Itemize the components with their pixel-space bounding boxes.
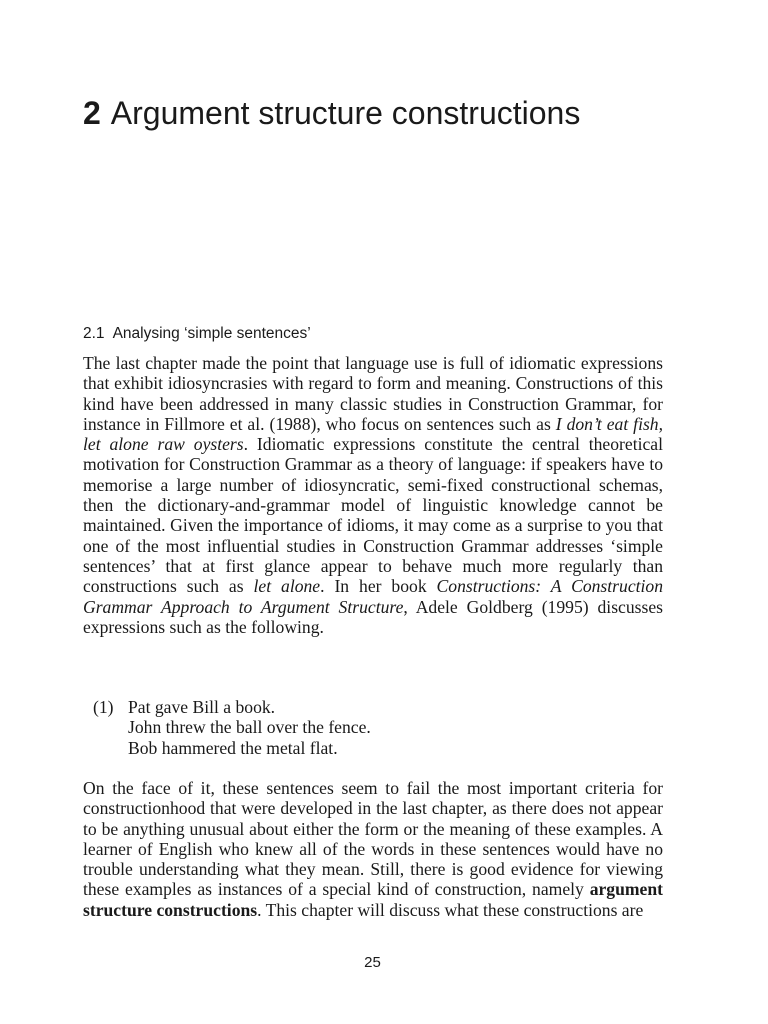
example-citation-italic: I don’t eat fish, let alone raw oysters <box>83 413 663 455</box>
paragraph-1-text-c: . In her book <box>320 576 437 597</box>
chapter-heading <box>83 94 683 132</box>
paragraph-2 <box>83 778 663 920</box>
section-number: 2.1 <box>83 325 105 342</box>
example-number: (1) <box>93 697 114 717</box>
example-block <box>93 697 371 758</box>
paragraph-1-text-d: , Adele Goldberg (1995) discusses expressions such as the following. <box>83 596 663 637</box>
example-sentence-1: Pat gave Bill a book. <box>128 697 276 717</box>
let-alone-italic: let alone <box>253 576 321 597</box>
page-number: 25 <box>364 954 381 971</box>
section-heading <box>83 324 311 344</box>
chapter-title: Argument structure constructions <box>110 95 581 131</box>
book-title-italic: Constructions: A Construction Grammar Approach to Argument Structure <box>83 576 663 617</box>
example-line <box>93 738 371 758</box>
paragraph-1-text-b: . Idiomatic expressions constitute the central theoretical motivation for Construction Grammar as a theory of language: if speakers have to memorise a large number of idiosyncratic, semi-fixed constructional schemas, then the dictionary-and-grammar model of linguistic knowledge cannot be maintained. Given the importance of idioms, it may come as a surprise to you that one of the most influential studies in Construction Grammar addresses ‘simple sentences’ that at first glance appear to behave much more regularly than constructions such as <box>83 434 663 597</box>
paragraph-1-text-a: The last chapter made the point that language use is full of idiomatic expressions that exhibit idiosyncrasies with regard to form and meaning. Constructions of this kind have been addressed in many classic studies in Construction Grammar, for instance in Fillmore et al. (1988), who focus on sentences such as <box>83 353 663 434</box>
section-title: Analysing ‘simple sentences’ <box>112 325 311 342</box>
example-sentence-2: John threw the ball over the fence. <box>128 717 371 738</box>
paragraph-2-text-a: On the face of it, these sentences seem to fail the most important criteria for constructionhood that were developed in the last chapter, as there does not appear to be anything unusual about either the form or the meaning of these examples. A learner of English who knew all of the words in these sentences would have no trouble understanding what they mean. Still, there is good evidence for viewing these examples as instances of a special kind of construction, namely <box>83 778 663 900</box>
example-sentence-3: Bob hammered the metal flat. <box>128 737 338 758</box>
term-bold: argument structure constructions <box>83 879 663 920</box>
paragraph-2-text-b: . This chapter will discuss what these constructions are <box>257 899 644 920</box>
chapter-number: 2 <box>83 95 101 131</box>
example-line <box>93 697 371 717</box>
paragraph-1 <box>83 353 663 637</box>
example-line <box>93 717 371 737</box>
